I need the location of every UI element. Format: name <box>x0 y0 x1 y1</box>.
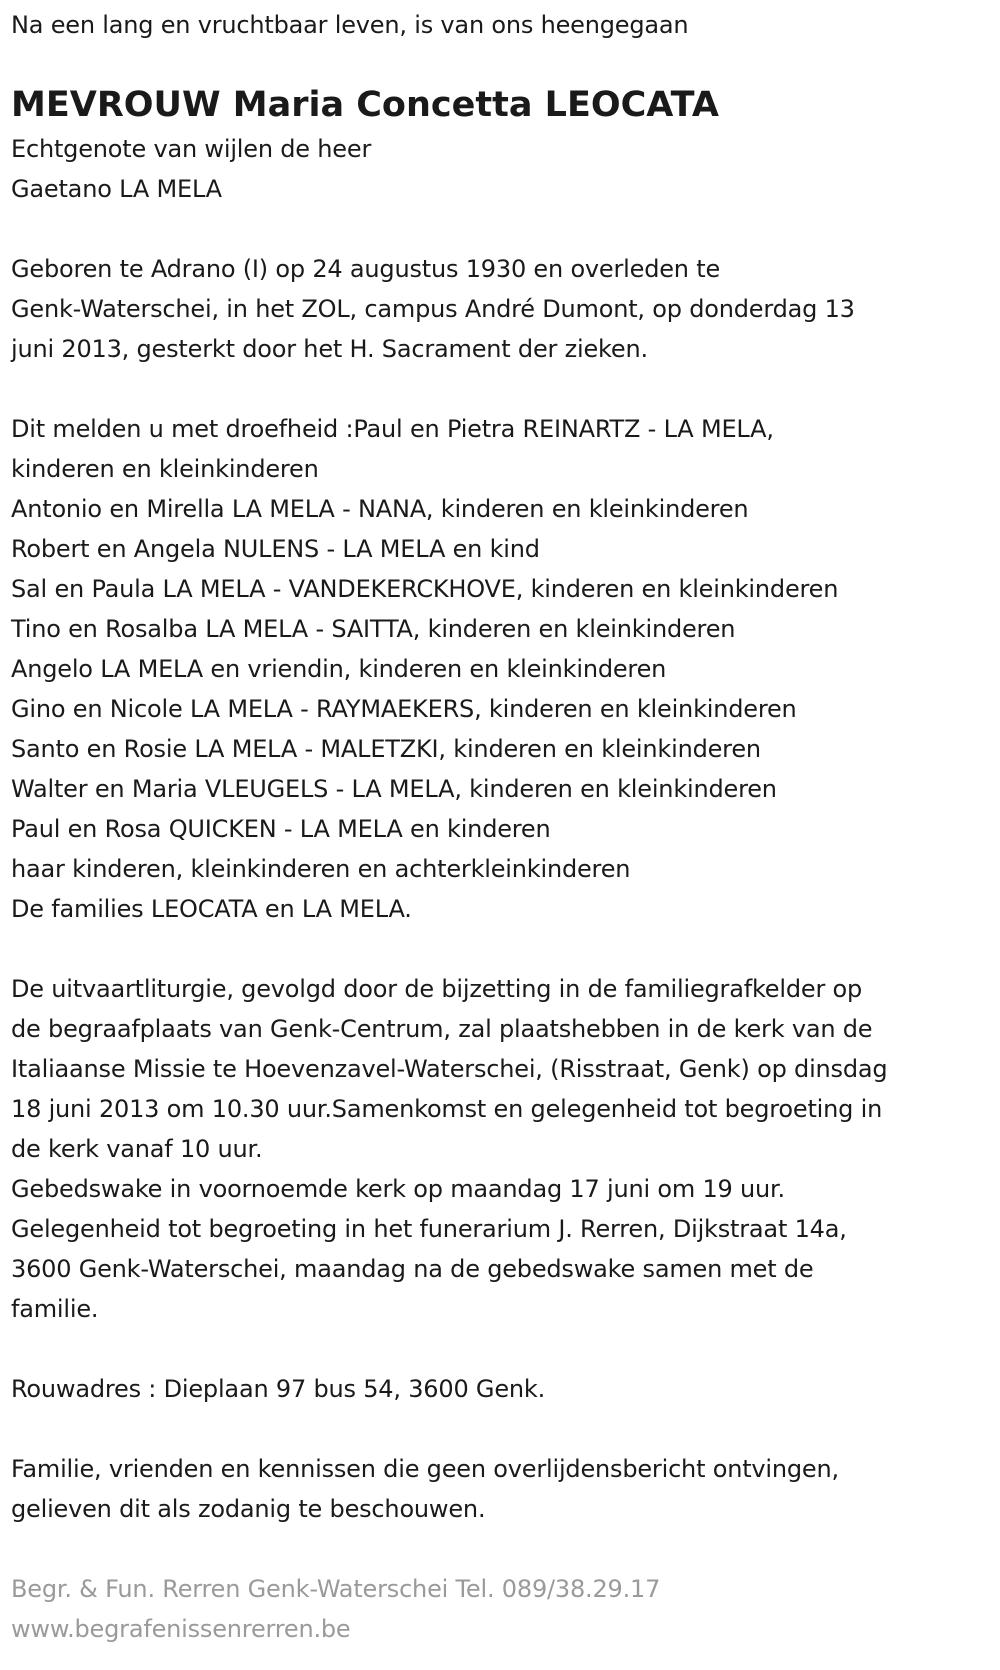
deceased-name: MEVROUW Maria Concetta LEOCATA <box>11 85 719 125</box>
funeral-line: familie. <box>11 1295 99 1323</box>
birth-line: juni 2013, gesterkt door het H. Sacrament der zieken. <box>11 335 648 363</box>
funeral-line: 18 juni 2013 om 10.30 uur.Samenkomst en gelegenheid tot begroeting in <box>11 1095 883 1123</box>
notice-line: gelieven dit als zodanig te beschouwen. <box>11 1495 486 1523</box>
family-line: De families LEOCATA en LA MELA. <box>11 895 412 923</box>
funeral-line: 3600 Genk-Waterschei, maandag na de gebedswake samen met de <box>11 1255 814 1283</box>
footer <box>11 1569 991 1649</box>
birth-line: Geboren te Adrano (I) op 24 augustus 1930 en overleden te <box>11 255 721 283</box>
intro-text: Na een lang en vruchtbaar leven, is van ons heengegaan <box>11 11 689 39</box>
funeral-line: Gebedswake in voornoemde kerk op maandag 17 juni om 19 uur. <box>11 1175 785 1203</box>
family-line: Angelo LA MELA en vriendin, kinderen en kleinkinderen <box>11 655 667 683</box>
family-line: Gino en Nicole LA MELA - RAYMAEKERS, kinderen en kleinkinderen <box>11 695 797 723</box>
funeral-line: de kerk vanaf 10 uur. <box>11 1135 263 1163</box>
funeral-line: Italiaanse Missie te Hoevenzavel-Waterschei, (Risstraat, Genk) op dinsdag <box>11 1055 888 1083</box>
family-line: kinderen en kleinkinderen <box>11 455 319 483</box>
funeral-line: De uitvaartliturgie, gevolgd door de bijzetting in de familiegrafkelder op <box>11 975 863 1003</box>
family-line: Paul en Rosa QUICKEN - LA MELA en kinderen <box>11 815 551 843</box>
family-line: Walter en Maria VLEUGELS - LA MELA, kinderen en kleinkinderen <box>11 775 777 803</box>
spouse-line: Gaetano LA MELA <box>11 175 222 203</box>
spouse-line: Echtgenote van wijlen de heer <box>11 135 372 163</box>
funeral-line: de begraafplaats van Genk-Centrum, zal plaatshebben in de kerk van de <box>11 1015 873 1043</box>
funeral-home-contact: Begr. & Fun. Rerren Genk-Waterschei Tel. 089/38.29.17 <box>11 1575 661 1603</box>
notice-line: Familie, vrienden en kennissen die geen overlijdensbericht ontvingen, <box>11 1455 839 1483</box>
family-line: Dit melden u met droefheid :Paul en Pietra REINARTZ - LA MELA, <box>11 415 774 443</box>
family-line: Sal en Paula LA MELA - VANDEKERCKHOVE, kinderen en kleinkinderen <box>11 575 839 603</box>
notice-section <box>11 1449 991 1529</box>
funeral-line: Gelegenheid tot begroeting in het funerarium J. Rerren, Dijkstraat 14a, <box>11 1215 847 1243</box>
family-section <box>11 409 991 929</box>
funeral-section <box>11 969 991 1329</box>
family-line: Tino en Rosalba LA MELA - SAITTA, kinderen en kleinkinderen <box>11 615 736 643</box>
birth-death-section <box>11 249 991 369</box>
family-line: Antonio en Mirella LA MELA - NANA, kinderen en kleinkinderen <box>11 495 749 523</box>
spouse-section <box>11 129 991 209</box>
family-line: Santo en Rosie LA MELA - MALETZKI, kinderen en kleinkinderen <box>11 735 761 763</box>
birth-line: Genk-Waterschei, in het ZOL, campus André Dumont, op donderdag 13 <box>11 295 855 323</box>
family-line: Robert en Angela NULENS - LA MELA en kind <box>11 535 540 563</box>
family-line: haar kinderen, kleinkinderen en achterkleinkinderen <box>11 855 631 883</box>
mourning-address: Rouwadres : Dieplaan 97 bus 54, 3600 Genk. <box>11 1375 546 1403</box>
website-link[interactable]: www.begrafenissenrerren.be <box>11 1615 351 1643</box>
obituary-notice <box>11 0 991 1649</box>
